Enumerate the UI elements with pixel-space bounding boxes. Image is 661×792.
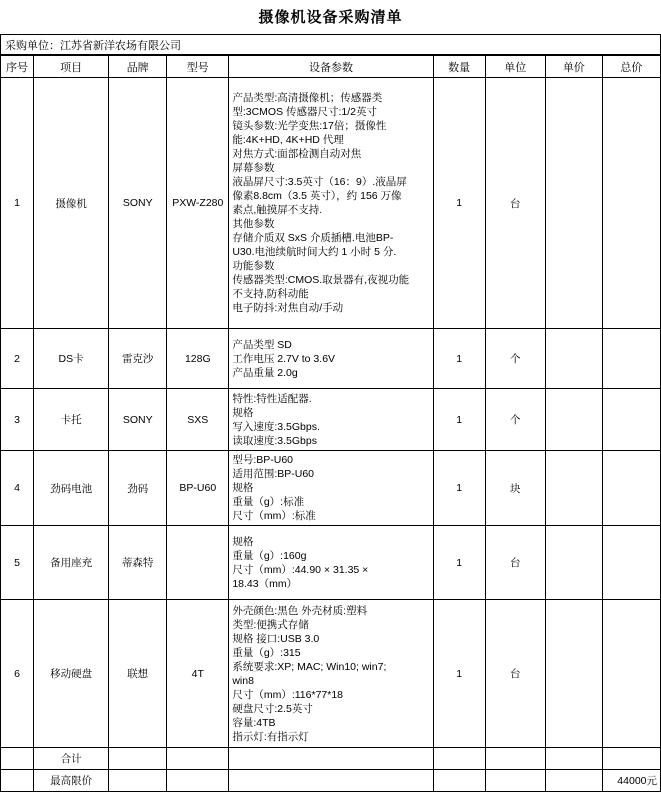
cell-empty <box>229 748 433 770</box>
cell-model: 128G <box>167 329 229 389</box>
buyer-row <box>0 34 661 55</box>
cell-spec: 型号:BP-U60 适用范围:BP-U60 规格 重量（g）:标准 尺寸（mm）:标准 <box>229 451 433 526</box>
cell-qty: 1 <box>433 600 485 748</box>
cell-empty <box>545 770 602 792</box>
cell-price <box>545 451 602 526</box>
cell-empty <box>485 748 545 770</box>
buyer-value: 江苏省新洋农场有限公司 <box>60 39 181 52</box>
cell-qty: 1 <box>433 451 485 526</box>
cell-qty: 1 <box>433 329 485 389</box>
cell-total <box>602 389 660 451</box>
cell-empty <box>545 748 602 770</box>
cell-item: 摄像机 <box>34 78 109 329</box>
cell-unit: 个 <box>485 389 545 451</box>
summary-row-limit <box>1 770 661 792</box>
cell-price <box>545 389 602 451</box>
header-spec: 设备参数 <box>229 56 433 78</box>
cell-price <box>545 329 602 389</box>
limit-value: 44000元 <box>602 770 660 792</box>
cell-model: SXS <box>167 389 229 451</box>
header-item: 项目 <box>34 56 109 78</box>
cell-brand: 联想 <box>109 600 167 748</box>
cell-total <box>602 78 660 329</box>
cell-item: 移动硬盘 <box>34 600 109 748</box>
cell-model: 4T <box>167 600 229 748</box>
cell-total <box>602 526 660 600</box>
cell-brand: SONY <box>109 389 167 451</box>
cell-total <box>602 600 660 748</box>
summary-row-sum <box>1 748 661 770</box>
buyer-label: 采购单位： <box>5 39 60 52</box>
table-header-row <box>1 56 661 78</box>
cell-no: 5 <box>1 526 34 600</box>
cell-price <box>545 526 602 600</box>
header-no: 序号 <box>1 56 34 78</box>
cell-unit: 块 <box>485 451 545 526</box>
cell-no: 6 <box>1 600 34 748</box>
cell-qty: 1 <box>433 526 485 600</box>
cell-no: 2 <box>1 329 34 389</box>
cell-spec: 产品类型 SD 工作电压 2.7V to 3.6V 产品重量 2.0g <box>229 329 433 389</box>
cell-model <box>167 526 229 600</box>
sum-label: 合计 <box>34 748 109 770</box>
sum-value <box>602 748 660 770</box>
cell-brand: 蒂森特 <box>109 526 167 600</box>
cell-qty: 1 <box>433 78 485 329</box>
cell-item: 劲码电池 <box>34 451 109 526</box>
header-model: 型号 <box>167 56 229 78</box>
cell-unit: 个 <box>485 329 545 389</box>
table-row <box>1 600 661 748</box>
cell-price <box>545 600 602 748</box>
cell-model: PXW-Z280 <box>167 78 229 329</box>
cell-spec: 规格 重量（g）:160g 尺寸（mm）:44.90 × 31.35 × 18.43（mm） <box>229 526 433 600</box>
header-qty: 数量 <box>433 56 485 78</box>
cell-total <box>602 451 660 526</box>
page-title: 摄像机设备采购清单 <box>258 10 403 26</box>
cell-unit: 台 <box>485 526 545 600</box>
cell-spec: 外壳颜色:黑色 外壳材质:塑料 类型:便携式存储 规格 接口:USB 3.0 重量（g）:315 系统要求:XP; MAC; Win10; win7; win8 尺寸（mm）:116*77*18 硬盘尺寸:2.5英寸 容量:4TB 指示灯:有指示灯 <box>229 600 433 748</box>
cell-brand: SONY <box>109 78 167 329</box>
table-body <box>1 78 661 792</box>
cell-empty <box>109 770 167 792</box>
cell-no: 1 <box>1 78 34 329</box>
equipment-table <box>0 55 661 792</box>
limit-label: 最高限价 <box>34 770 109 792</box>
cell-no: 3 <box>1 389 34 451</box>
header-unit: 单位 <box>485 56 545 78</box>
table-row <box>1 78 661 329</box>
cell-spec: 产品类型:高清摄像机；传感器类 型:3CMOS 传感器尺寸:1/2英寸 镜头参数:光学变焦:17倍；摄像性 能:4K+HD, 4K+HD 代理 对焦方式:面部检测自动对焦 屏幕参数 液晶屏尺寸:3.5英寸（16：9）.液晶屏 像素8.8cm（3.5 英寸），约 156 万像 素点,触摸屏不支持. 其他参数 存储介质双 SxS 介质插槽.电池BP- U30.电池续航时间大约 1 小时 5 分. 功能参数 传感器类型:CMOS.取景器有,夜视功能 不支持,防科动能 电子防抖:对焦自动/手动 <box>229 78 433 329</box>
cell-no: 4 <box>1 451 34 526</box>
cell-empty <box>167 770 229 792</box>
cell-spec: 特性:特性适配器. 规格 写入速度:3.5Gbps. 读取速度:3.5Gbps <box>229 389 433 451</box>
cell-item: 备用座充 <box>34 526 109 600</box>
table-row <box>1 329 661 389</box>
cell-empty <box>1 770 34 792</box>
cell-empty <box>1 748 34 770</box>
cell-empty <box>433 748 485 770</box>
table-row <box>1 389 661 451</box>
header-price: 单价 <box>545 56 602 78</box>
cell-model: BP-U60 <box>167 451 229 526</box>
cell-brand: 雷克沙 <box>109 329 167 389</box>
cell-qty: 1 <box>433 389 485 451</box>
cell-brand: 劲码 <box>109 451 167 526</box>
table-row <box>1 451 661 526</box>
table-row <box>1 526 661 600</box>
header-total: 总价 <box>602 56 660 78</box>
cell-item: 卡托 <box>34 389 109 451</box>
cell-total <box>602 329 660 389</box>
header-brand: 品牌 <box>109 56 167 78</box>
cell-price <box>545 78 602 329</box>
cell-unit: 台 <box>485 600 545 748</box>
cell-empty <box>167 748 229 770</box>
cell-empty <box>229 770 433 792</box>
cell-unit: 台 <box>485 78 545 329</box>
cell-empty <box>109 748 167 770</box>
cell-empty <box>485 770 545 792</box>
cell-item: DS卡 <box>34 329 109 389</box>
cell-empty <box>433 770 485 792</box>
